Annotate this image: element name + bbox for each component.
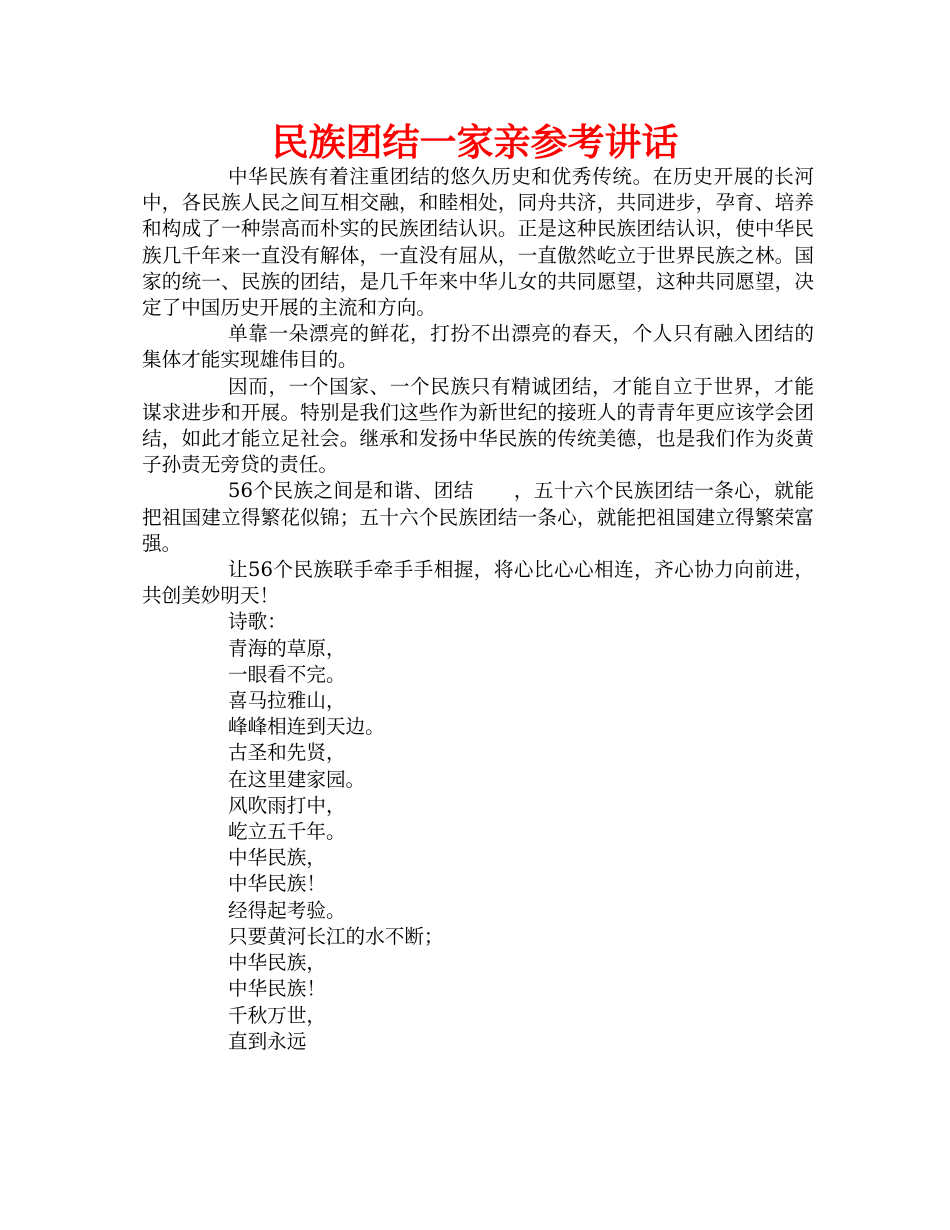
poem-line: 中华民族！ [228, 872, 326, 896]
poem-line: 在这里建家园。 [228, 767, 366, 791]
poem-line: 一眼看不完。 [228, 662, 346, 686]
paragraph: 56个民族之间是和谐、团结 ，五十六个民族团结一条心，就能把祖国建立得繁花似锦；五十六个民族团结一条心，就能把祖国建立得繁荣富强。 [142, 479, 814, 555]
poem-line: 中华民族！ [228, 977, 326, 1001]
document-body [142, 164, 814, 1055]
poem-line: 中华民族， [228, 846, 326, 870]
paragraph: 中华民族有着注重团结的悠久历史和优秀传统。在历史开展的长河中，各民族人民之间互相交融，和睦相处，同舟共济，共同进步，孕育、培养和构成了一种崇高而朴实的民族团结认识。正是这种民族团结认识，使中华民族几千年来一直没有解体，一直没有屈从，一直傲然屹立于世界民族之林。国家的统一、民族的团结，是几千年来中华儿女的共同愿望，这种共同愿望，决定了中国历史开展的主流和方向。 [142, 165, 814, 320]
poem-line: 中华民族， [228, 951, 326, 975]
paragraph: 因而，一个国家、一个民族只有精诚团结，才能自立于世界，才能谋求进步和开展。特别是我们这些作为新世纪的接班人的青青年更应该学会团结，如此才能立足社会。继承和发扬中华民族的传统美德，也是我们作为炎黄子孙责无旁贷的责任。 [142, 374, 814, 477]
poem-line: 直到永远 [228, 1029, 307, 1053]
poem-line: 喜马拉雅山， [228, 689, 346, 713]
poem-line: 峰峰相连到天边。 [228, 715, 385, 739]
poem-line: 青海的草原， [228, 636, 346, 660]
poem-line: 经得起考验。 [228, 898, 346, 922]
poem-heading: 诗歌： [228, 610, 287, 634]
poem-line: 千秋万世， [228, 1003, 326, 1027]
poem-line: 古圣和先贤， [228, 741, 346, 765]
paragraph: 单靠一朵漂亮的鲜花，打扮不出漂亮的春天，个人只有融入团结的集体才能实现雄伟目的。 [142, 322, 814, 372]
poem-line: 风吹雨打中， [228, 793, 346, 817]
document-title: 民族团结一家亲参考讲话 [271, 121, 679, 164]
paragraph: 让56个民族联手牵手手相握，将心比心心相连，齐心协力向前进，共创美妙明天！ [142, 558, 814, 608]
poem-line: 只要黄河长江的水不断； [228, 924, 444, 948]
poem-line: 屹立五千年。 [228, 820, 346, 844]
poem [142, 609, 814, 1054]
